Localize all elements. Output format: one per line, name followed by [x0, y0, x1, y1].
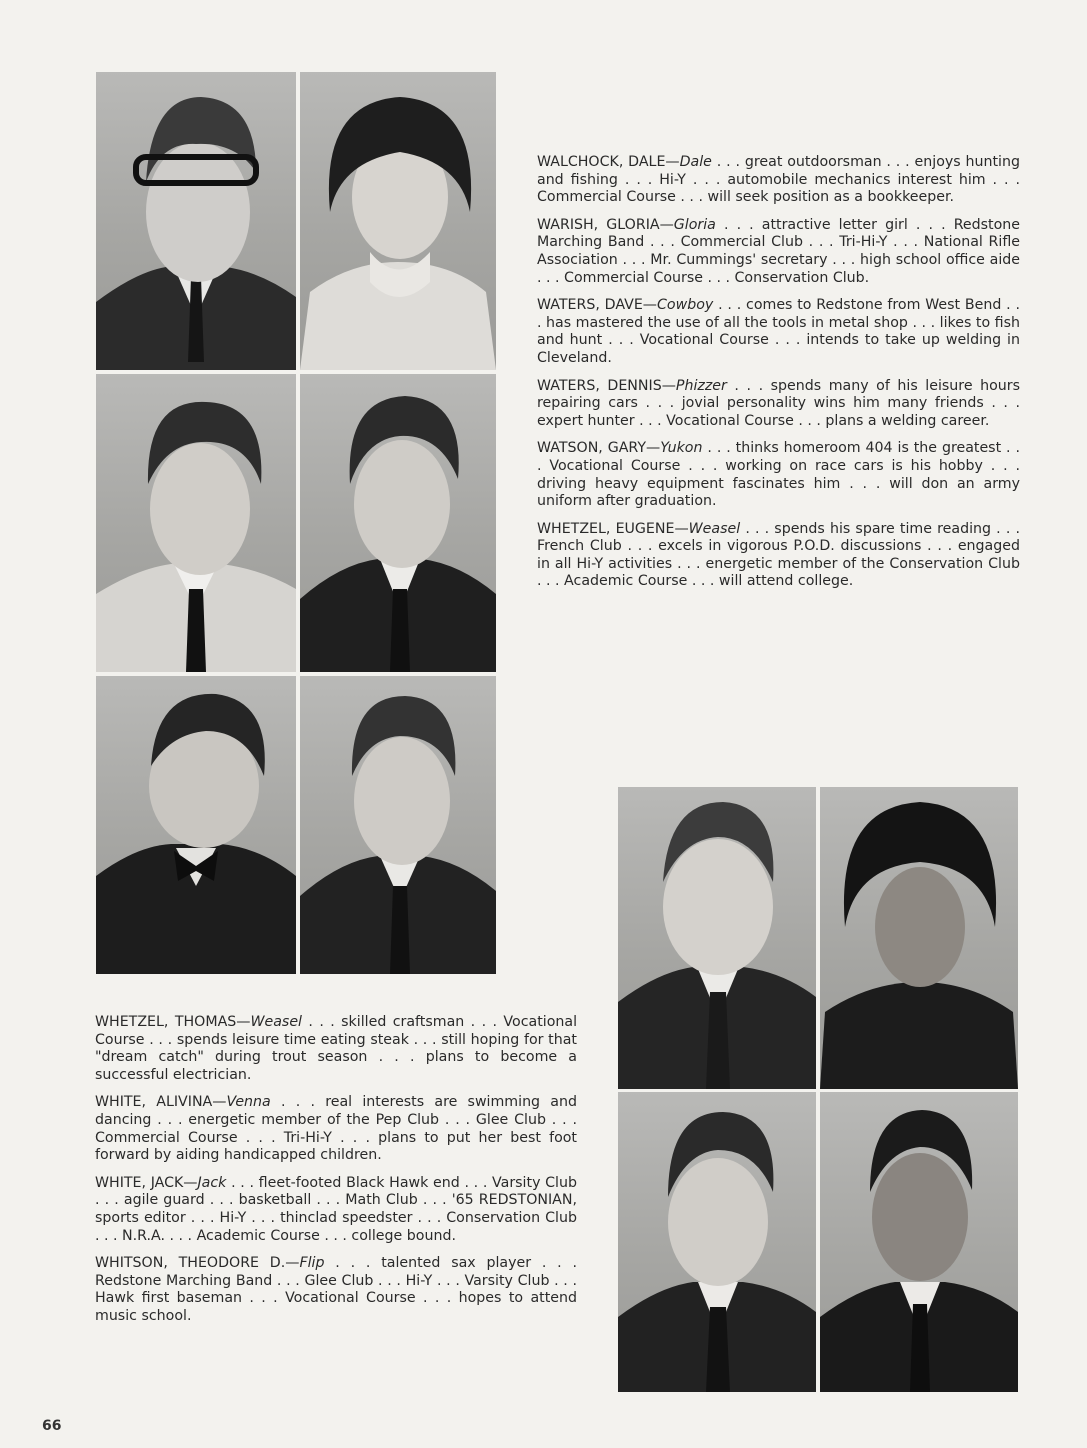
page-number: 66 — [42, 1418, 62, 1434]
bio-nickname: Weasel — [688, 520, 741, 537]
bio-watson-gary — [537, 440, 1020, 510]
bio-white-alivina — [95, 1094, 577, 1164]
bio-name: WALCHOCK, DALE— — [537, 154, 680, 170]
bio-text: . . . real interests are swimming and dancing . . . energetic member of the Pep Club . . . Glee Club . . . Commercial Course . . . Tri-Hi-Y . . . plans to put her best foot forward by aiding handicapped children. — [95, 1094, 577, 1164]
bio-text: . . . thinks homeroom 404 is the greatest . . . Vocational Course . . . working on race cars is his hobby . . . driving heavy equipment fascinates him . . . will don an army uniform after graduation. — [537, 440, 1020, 510]
portrait-whetzel-thomas — [618, 787, 816, 1089]
bio-text: . . . fleet-footed Black Hawk end . . . Varsity Club . . . agile guard . . . basketball . . . Math Club . . . '65 REDSTONIAN, sports editor . . . Hi-Y . . . thinclad speedster . . . Conservation Club . . . N.R.A. . . . Academic Course . . . college bound. — [95, 1174, 577, 1244]
bio-waters-dennis — [537, 378, 1020, 431]
bio-nickname: Venna — [226, 1094, 271, 1111]
portrait-whitson-theodore — [820, 1092, 1018, 1392]
portrait-warish-gloria — [300, 72, 496, 370]
bio-nickname: Gloria — [673, 216, 716, 233]
bio-whitson-theodore — [95, 1255, 577, 1325]
portrait-white-jack — [618, 1092, 816, 1392]
bio-whetzel-thomas — [95, 1014, 577, 1084]
bio-text: . . . attractive letter girl . . . Redstone Marching Band . . . Commercial Club . . . Tri-Hi-Y . . . National Rifle Association . . . Mr. Cummings' secretary . . . high school office aide . . . Commercial Course . . . Conservation Club. — [537, 216, 1021, 286]
bio-nickname: Weasel — [250, 1014, 302, 1030]
bio-nickname: Jack — [197, 1174, 227, 1191]
bio-nickname: Phizzer — [675, 377, 727, 394]
bio-warish-gloria — [537, 217, 1020, 287]
bio-name: WHETZEL, EUGENE— — [537, 520, 689, 537]
bio-name: WHITSON, THEODORE D.— — [95, 1255, 300, 1272]
portrait-waters-dennis — [300, 374, 496, 672]
bio-text: . . . spends his spare time reading . . . French Club . . . excels in vigorous P.O.D. discussions . . . engaged in all Hi-Y activities . . . energetic member of the Conservation Club . . . Academic Course . . . will attend college. — [537, 520, 1020, 590]
bio-name: WATSON, GARY— — [537, 440, 661, 457]
top-bios — [537, 154, 1020, 601]
portrait-white-alivina — [820, 787, 1018, 1089]
bio-nickname: Yukon — [660, 440, 703, 457]
portrait-watson-gary — [96, 676, 296, 974]
bio-name: WATERS, DAVE— — [537, 297, 657, 314]
portrait-walchock-dale — [96, 72, 296, 370]
bio-nickname: Dale — [679, 154, 712, 170]
bottom-bios — [95, 1014, 577, 1336]
bio-nickname: Flip — [299, 1255, 325, 1272]
bio-name: WHETZEL, THOMAS— — [95, 1014, 251, 1030]
bio-name: WHITE, ALIVINA— — [95, 1094, 227, 1111]
bio-waters-dave — [537, 297, 1020, 367]
bio-text: . . . comes to Redstone from West Bend . . . has mastered the use of all the tools in metal shop . . . likes to fish and hunt . . . Vocational Course . . . intends to take up welding in Cleveland. — [537, 297, 1020, 366]
bio-text: . . . great outdoorsman . . . enjoys hunting and fishing . . . Hi-Y . . . automobile mechanics interest him . . . Commercial Course . . . will seek position as a bookkeeper. — [537, 154, 1020, 206]
portrait-whetzel-eugene — [300, 676, 496, 974]
bio-walchock-dale — [537, 154, 1020, 207]
bio-name: WARISH, GLORIA— — [537, 216, 674, 233]
bio-whetzel-eugene — [537, 521, 1020, 591]
bio-text: . . . talented sax player . . . Redstone Marching Band . . . Glee Club . . . Hi-Y . . . Varsity Club . . . Hawk first baseman . . . Vocational Course . . . hopes to attend music school. — [95, 1255, 577, 1324]
bio-white-jack — [95, 1175, 577, 1245]
bio-nickname: Cowboy — [657, 297, 714, 314]
bio-text: . . . skilled craftsman . . . Vocational Course . . . spends leisure time eating steak . . . still hoping for that "dream catch" during trout season . . . plans to become a successful electrician. — [95, 1014, 578, 1083]
bio-name: WHITE, JACK— — [95, 1174, 198, 1191]
portrait-waters-dave — [96, 374, 296, 672]
bio-name: WATERS, DENNIS— — [537, 377, 676, 394]
bio-text: . . . spends many of his leisure hours repairing cars . . . jovial personality wins him many friends . . . expert hunter . . . Vocational Course . . . plans a welding career. — [537, 377, 1020, 429]
